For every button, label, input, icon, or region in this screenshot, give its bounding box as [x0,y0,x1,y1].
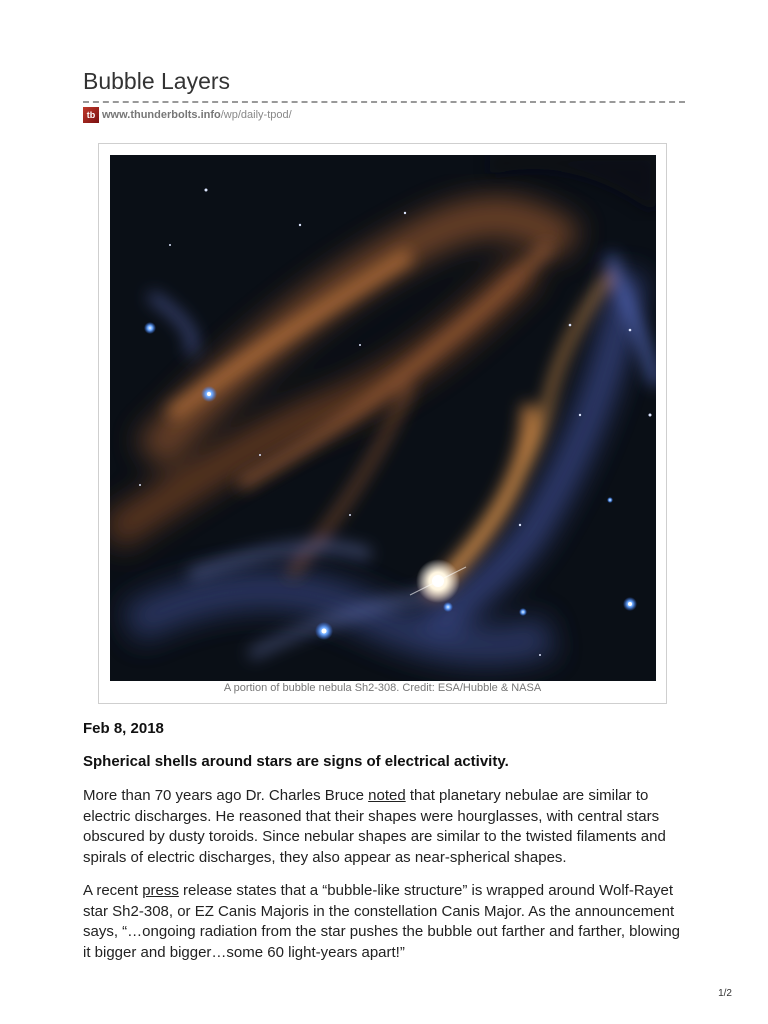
press-link[interactable]: press [142,882,179,899]
paragraph-2-text-a: A recent [83,882,143,899]
title-divider [83,101,685,103]
nebula-image [110,155,656,681]
paragraph-1-text-a: More than 70 years ago Dr. Charles Bruce [83,787,369,804]
source-domain-link[interactable] [102,109,292,121]
paragraph-2 [83,881,683,964]
nebula-photo [110,155,656,681]
noted-link[interactable]: noted [368,787,406,804]
source-path: /wp/daily-tpod/ [220,109,292,121]
article-lede: Spherical shells around stars are signs of electrical activity. [83,753,509,770]
article-date: Feb 8, 2018 [83,720,164,737]
figure [98,143,667,704]
page-title: Bubble Layers [83,68,231,94]
thunderbolts-logo-icon: tb [83,107,99,123]
paragraph-1-text-b: that planetary nebulae are similar to electric discharges. He reasoned that their shapes were hourglasses, with central stars obscured by dusty toroids. Since nebular shapes are similar to the twisted filaments and spirals of electric discharges, they also appear as near-spherical shapes. [83,787,666,867]
source-line [83,107,292,123]
paragraph-2-text-b: release states that a “bubble-like structure” is wrapped around Wolf-Rayet star Sh2-308, or EZ Canis Majoris in the constellation Canis Major. As the announcement says, “…ongoing radiation from the star pushes the bubble out farther and farther, blowing it bigger and bigger…some 60 light-years apart!” [83,882,681,962]
paragraph-1 [83,786,683,869]
figure-caption: A portion of bubble nebula Sh2-308. Credit: ESA/Hubble & NASA [223,682,542,694]
source-domain: www.thunderbolts.info [102,109,221,121]
page-number: 1/2 [718,988,732,999]
